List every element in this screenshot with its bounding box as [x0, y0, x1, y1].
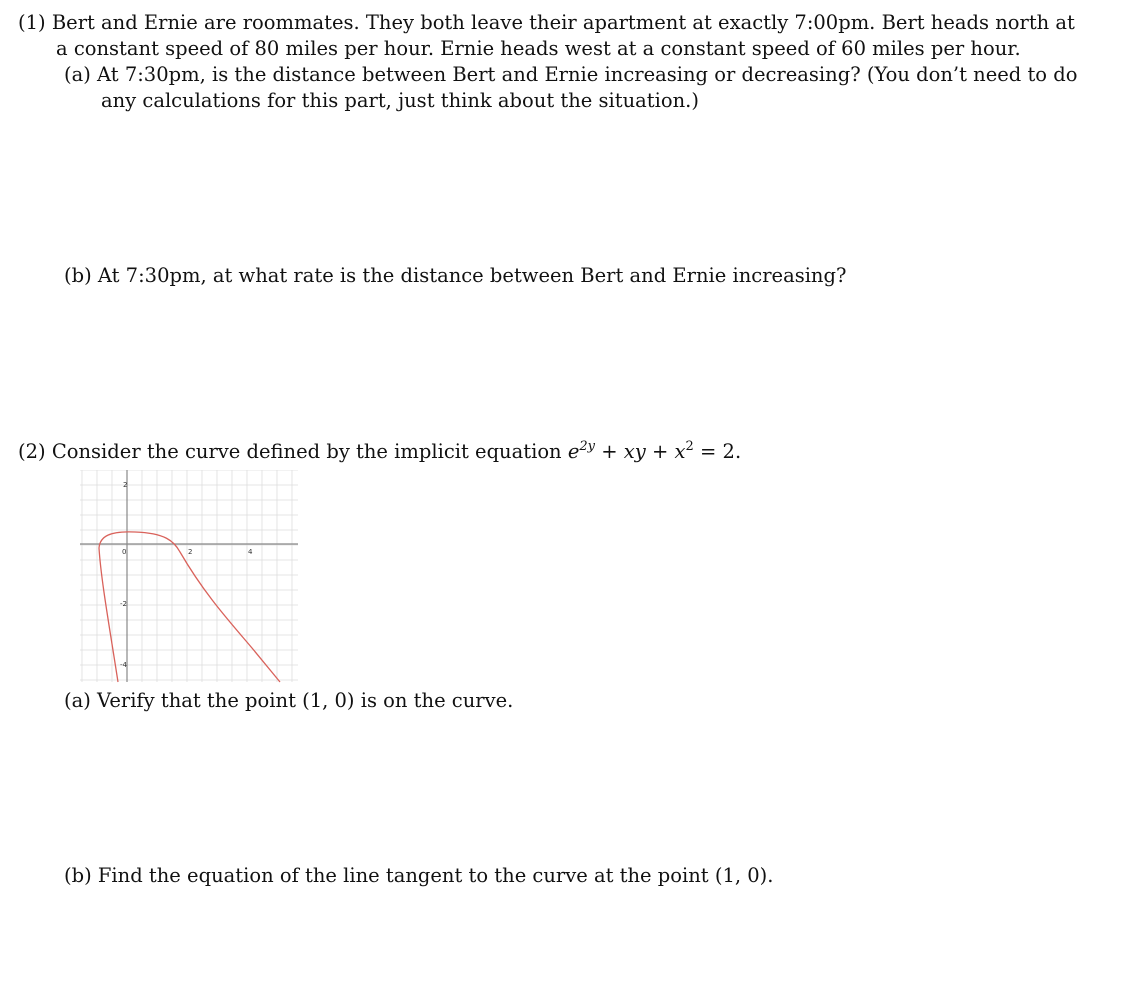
problem-1a-line-2: any calculations for this part, just think about the situation.)	[101, 89, 699, 112]
eq-exponent: 2y	[579, 439, 595, 454]
problem-2a-label: (a)	[64, 689, 91, 712]
problem-1b-text: At 7:30pm, at what rate is the distance between Bert and Ernie increasing?	[97, 264, 847, 287]
y-tick-neg2: -2	[120, 600, 127, 608]
implicit-equation	[568, 440, 741, 463]
eq-e: e	[567, 440, 580, 463]
problem-2-intro	[18, 439, 741, 468]
eq-square: 2	[685, 439, 694, 454]
problem-2b	[64, 863, 773, 889]
eq-x: x	[674, 440, 686, 463]
eq-plus-1: +	[595, 440, 624, 463]
problem-1a-line-1	[64, 62, 1077, 88]
problem-1-line-1	[18, 10, 1075, 36]
problem-2a	[64, 688, 513, 714]
eq-xy: xy	[623, 440, 646, 463]
problem-1b	[64, 263, 846, 289]
problem-2-number: (2)	[18, 440, 46, 463]
problem-1-line-2: a constant speed of 80 miles per hour. Ernie heads west at a constant speed of 60 miles per hour.	[56, 37, 1021, 60]
x-tick-0: 0	[122, 548, 127, 556]
problem-2b-text: Find the equation of the line tangent to the curve at the point (1, 0).	[97, 864, 774, 887]
problem-2b-label: (b)	[64, 864, 92, 887]
x-tick-2: 2	[188, 548, 193, 556]
problem-1-number: (1)	[18, 11, 46, 34]
problem-1a-label: (a)	[64, 63, 91, 86]
problem-1a-text-1: At 7:30pm, is the distance between Bert and Ernie increasing or decreasing? (You don’t need to do	[97, 63, 1078, 86]
x-tick-4: 4	[248, 548, 253, 556]
eq-plus-2: +	[645, 440, 675, 463]
problem-1b-label: (b)	[64, 264, 92, 287]
problem-2-intro-text: Consider the curve defined by the implicit equation	[51, 440, 562, 463]
y-tick-2: 2	[123, 481, 128, 489]
y-tick-neg4: -4	[120, 661, 127, 669]
problem-2a-text: Verify that the point (1, 0) is on the curve.	[97, 689, 514, 712]
curve-graph	[80, 470, 300, 685]
problem-1-text-1: Bert and Ernie are roommates. They both leave their apartment at exactly 7:00pm. Bert heads north at	[51, 11, 1075, 34]
eq-rhs: = 2.	[693, 440, 742, 463]
